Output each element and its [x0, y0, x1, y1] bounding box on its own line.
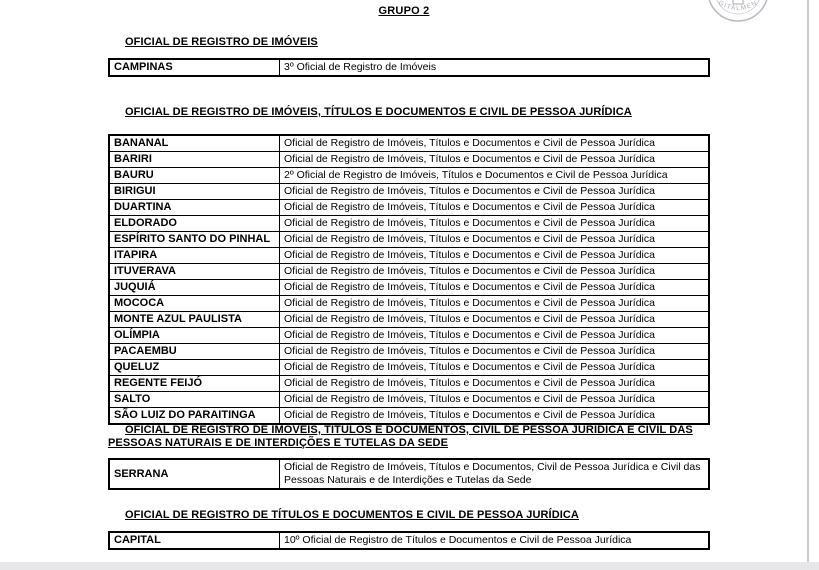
table-row: [109, 344, 709, 360]
office-description-cell: Oficial de Registro de Imóveis, Títulos e Documentos e Civil de Pessoa Jurídica: [280, 248, 710, 264]
table-row: [109, 408, 709, 425]
city-cell: SERRANA: [109, 459, 280, 489]
table-row: [109, 216, 709, 232]
registry-table: [108, 531, 710, 550]
page-title: GRUPO 2: [378, 5, 430, 17]
office-description-cell: Oficial de Registro de Imóveis, Títulos e Documentos e Civil de Pessoa Jurídica: [280, 200, 710, 216]
office-description-cell: Oficial de Registro de Imóveis, Títulos e Documentos e Civil de Pessoa Jurídica: [280, 280, 710, 296]
table-row: [109, 360, 709, 376]
city-cell: ELDORADO: [109, 216, 280, 232]
city-cell: PACAEMBU: [109, 344, 280, 360]
table-row: [109, 328, 709, 344]
office-description-cell: 3º Oficial de Registro de Imóveis: [280, 59, 710, 76]
page-right-edge: [807, 0, 809, 570]
table-row: [109, 392, 709, 408]
city-cell: SALTO: [109, 392, 280, 408]
seal-arc-text: GITALMEN: [717, 0, 759, 13]
office-description-cell: Oficial de Registro de Imóveis, Títulos e Documentos e Civil de Pessoa Jurídica: [280, 392, 710, 408]
section: [108, 509, 710, 550]
city-cell: BARIRI: [109, 152, 280, 168]
office-description-cell: 10º Oficial de Registro de Títulos e Documentos e Civil de Pessoa Jurídica: [280, 532, 710, 549]
registry-table: [108, 58, 710, 77]
city-cell: SÃO LUIZ DO PARAITINGA: [109, 408, 280, 425]
table-row: [109, 280, 709, 296]
table-row: [109, 312, 709, 328]
city-cell: REGENTE FEIJÓ: [109, 376, 280, 392]
section-heading: OFICIAL DE REGISTRO DE IMÓVEIS, TÍTULOS E DOCUMENTOS, CIVIL DE PESSOA JURÍDICA E CIVIL DAS PESSOAS NATURAIS E DE INTERDIÇÕES E TUTELAS DA SEDE: [108, 424, 693, 449]
table-row: [109, 296, 709, 312]
office-description-cell: Oficial de Registro de Imóveis, Títulos e Documentos e Civil de Pessoa Jurídica: [280, 376, 710, 392]
city-cell: BANANAL: [109, 135, 280, 152]
section: [108, 424, 710, 490]
table-row: [109, 459, 709, 489]
table-row: [109, 59, 709, 76]
office-description-cell: Oficial de Registro de Imóveis, Títulos e Documentos e Civil de Pessoa Jurídica: [280, 264, 710, 280]
table-row: [109, 152, 709, 168]
office-description-cell: Oficial de Registro de Imóveis, Títulos e Documentos e Civil de Pessoa Jurídica: [280, 360, 710, 376]
city-cell: BAURU: [109, 168, 280, 184]
section: [108, 36, 710, 77]
table-row: [109, 200, 709, 216]
page-bottom-edge: [0, 562, 819, 570]
city-cell: ITUVERAVA: [109, 264, 280, 280]
city-cell: DUARTINA: [109, 200, 280, 216]
office-description-cell: Oficial de Registro de Imóveis, Títulos e Documentos e Civil de Pessoa Jurídica: [280, 184, 710, 200]
table-row: [109, 264, 709, 280]
section: [108, 106, 710, 425]
city-cell: CAMPINAS: [109, 59, 280, 76]
office-description-cell: Oficial de Registro de Imóveis, Títulos e Documentos e Civil de Pessoa Jurídica: [280, 135, 710, 152]
registry-table: [108, 134, 710, 425]
table-row: [109, 135, 709, 152]
office-description-cell: 2º Oficial de Registro de Imóveis, Títulos e Documentos e Civil de Pessoa Jurídica: [280, 168, 710, 184]
section-heading: OFICIAL DE REGISTRO DE TÍTULOS E DOCUMENTOS E CIVIL DE PESSOA JURÍDICA: [125, 509, 579, 521]
city-cell: CAPITAL: [109, 532, 280, 549]
section-heading: OFICIAL DE REGISTRO DE IMÓVEIS, TÍTULOS E DOCUMENTOS E CIVIL DE PESSOA JURÍDICA: [125, 106, 632, 118]
city-cell: MONTE AZUL PAULISTA: [109, 312, 280, 328]
office-description-cell: Oficial de Registro de Imóveis, Títulos e Documentos, Civil de Pessoa Jurídica e Civil das Pessoas Naturais e de Interdições e Tutelas da Sede: [280, 459, 710, 489]
table-row: [109, 376, 709, 392]
city-cell: ITAPIRA: [109, 248, 280, 264]
city-cell: BIRIGUI: [109, 184, 280, 200]
office-description-cell: Oficial de Registro de Imóveis, Títulos e Documentos e Civil de Pessoa Jurídica: [280, 216, 710, 232]
table-row: [109, 248, 709, 264]
office-description-cell: Oficial de Registro de Imóveis, Títulos e Documentos e Civil de Pessoa Jurídica: [280, 408, 710, 425]
table-row: [109, 232, 709, 248]
office-description-cell: Oficial de Registro de Imóveis, Títulos e Documentos e Civil de Pessoa Jurídica: [280, 232, 710, 248]
office-description-cell: Oficial de Registro de Imóveis, Títulos e Documentos e Civil de Pessoa Jurídica: [280, 328, 710, 344]
city-cell: OLÍMPIA: [109, 328, 280, 344]
registry-table: [108, 458, 710, 490]
svg-text:GITALMEN: [717, 0, 759, 12]
office-description-cell: Oficial de Registro de Imóveis, Títulos e Documentos e Civil de Pessoa Jurídica: [280, 312, 710, 328]
office-description-cell: Oficial de Registro de Imóveis, Títulos e Documentos e Civil de Pessoa Jurídica: [280, 152, 710, 168]
city-cell: ESPÍRITO SANTO DO PINHAL: [109, 232, 280, 248]
office-description-cell: Oficial de Registro de Imóveis, Títulos e Documentos e Civil de Pessoa Jurídica: [280, 344, 710, 360]
city-cell: MOCOCA: [109, 296, 280, 312]
table-row: [109, 184, 709, 200]
office-description-cell: Oficial de Registro de Imóveis, Títulos e Documentos e Civil de Pessoa Jurídica: [280, 296, 710, 312]
section-heading: OFICIAL DE REGISTRO DE IMÓVEIS: [125, 36, 318, 48]
table-row: [109, 168, 709, 184]
digital-signature-seal-icon: [696, 0, 780, 26]
table-row: [109, 532, 709, 549]
city-cell: JUQUIÁ: [109, 280, 280, 296]
city-cell: QUELUZ: [109, 360, 280, 376]
